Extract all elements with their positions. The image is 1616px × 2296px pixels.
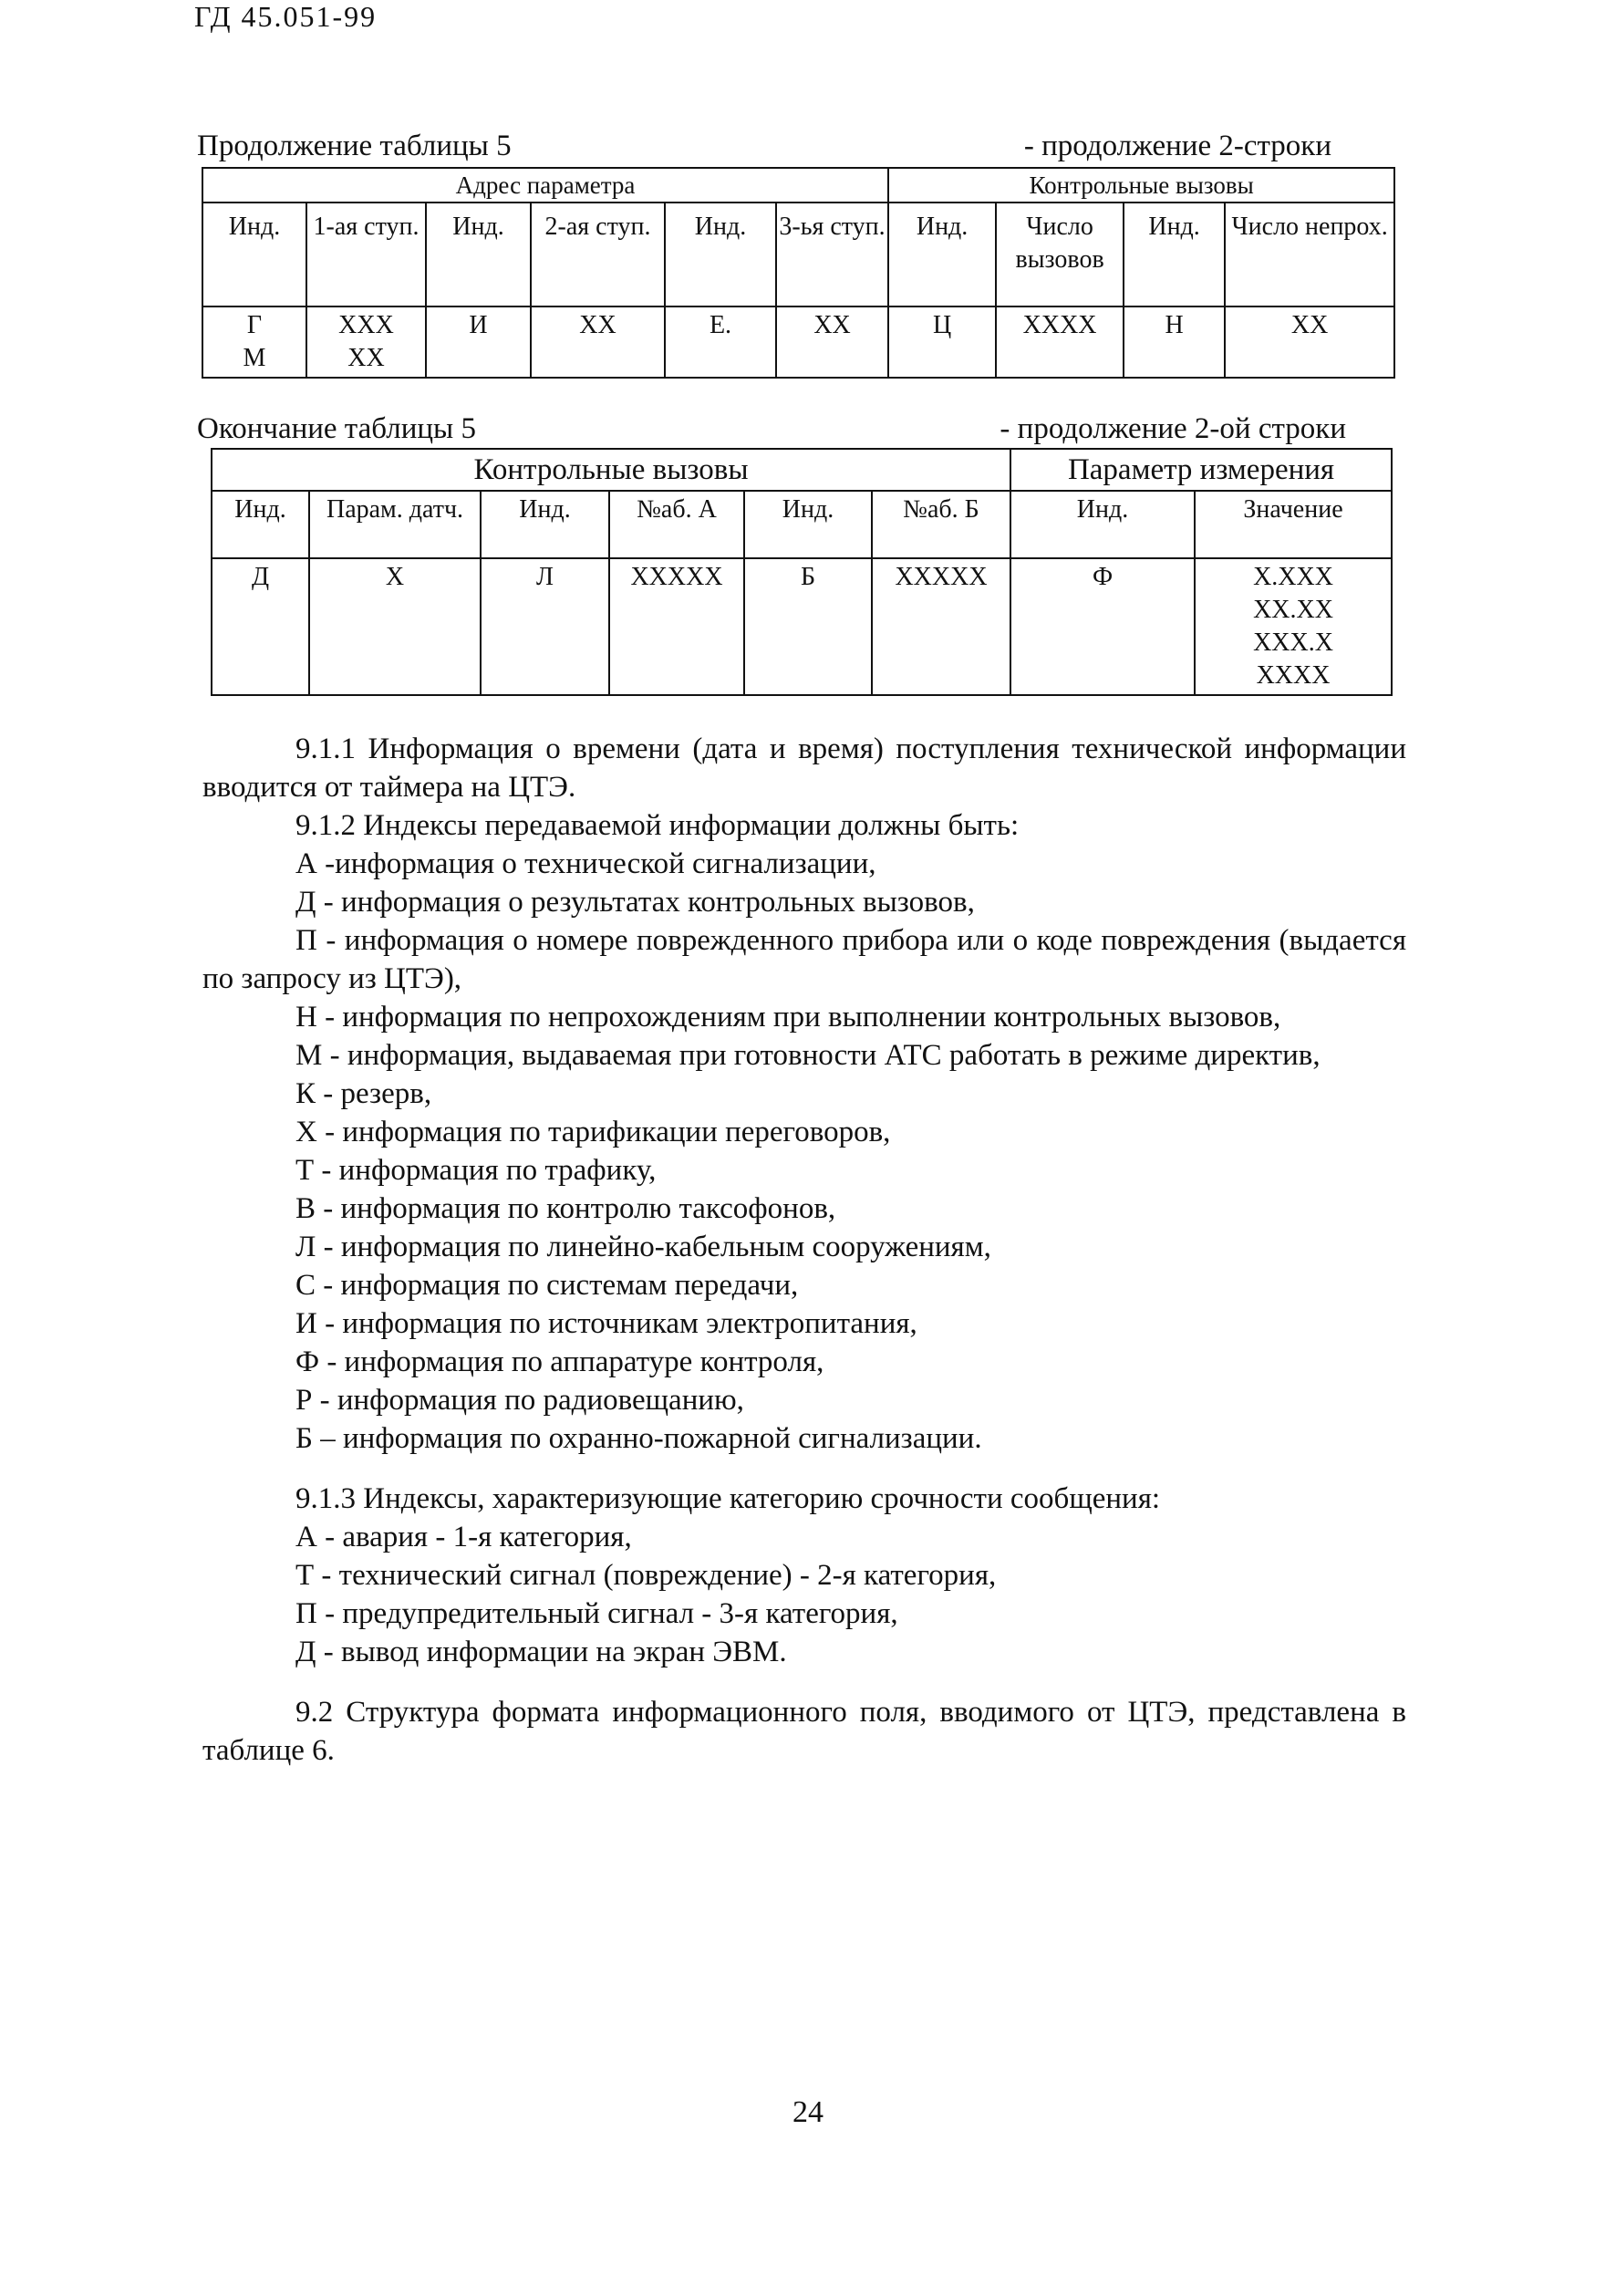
column-header: Инд.	[888, 203, 996, 306]
column-header: №аб. Б	[872, 491, 1010, 558]
table-cell: Н	[1124, 306, 1225, 378]
column-header: Инд.	[665, 203, 776, 306]
column-header: №аб. А	[609, 491, 744, 558]
list-item: Д - вывод информации на экран ЭВМ.	[295, 1636, 787, 1668]
list-item: М - информация, выдаваемая при готовности АТС работать в режиме директив,	[295, 1039, 1321, 1072]
page-number: 24	[792, 2095, 824, 2129]
table-cell: Х	[309, 558, 481, 695]
table-cell: ХХХХ	[996, 306, 1124, 378]
paragraph-9-1-3: 9.1.3 Индексы, характеризующие категорию срочности сообщения:	[295, 1482, 1161, 1515]
table-cell: ХХХХХ	[872, 558, 1010, 695]
table-cell: Х.ХХХ ХХ.ХХ ХХХ.Х ХХХХ	[1195, 558, 1392, 695]
paragraph-9-2: 9.2 Структура формата информационного поля, вводимого от ЦТЭ, представлена в таблице 6.	[202, 1696, 1406, 1767]
table-5-continuation	[202, 167, 1395, 379]
column-header: Инд.	[744, 491, 872, 558]
list-item: А - авария - 1-я категория,	[295, 1521, 632, 1553]
column-header: Число вызовов	[996, 203, 1124, 306]
group-header-measurement: Параметр измерения	[1010, 449, 1392, 491]
list-item: П - информация о номере поврежденного прибора или о коде повреждения (выдается по запросу из ЦТЭ),	[202, 924, 1406, 995]
group-header-address: Адрес параметра	[202, 168, 888, 203]
column-header: Инд.	[202, 203, 306, 306]
paragraph-9-1-1: 9.1.1 Информация о времени (дата и время) поступления технической информации вводится от таймера на ЦТЭ.	[202, 732, 1406, 804]
list-item: Р - информация по радиовещанию,	[295, 1384, 744, 1417]
column-header: Инд.	[212, 491, 309, 558]
table-cell: ХХ	[531, 306, 665, 378]
list-item: Н - информация по непрохождениям при выполнении контрольных вызовов,	[295, 1001, 1281, 1034]
table-5-end	[211, 448, 1393, 696]
list-item: Т - технический сигнал (повреждение) - 2-я категория,	[295, 1559, 997, 1592]
table-caption-right: - продолжение 2-строки	[1023, 130, 1331, 162]
column-header: Парам. датч.	[309, 491, 481, 558]
body-text	[202, 730, 1406, 1770]
list-item: Т - информация по трафику,	[295, 1154, 657, 1187]
table-cell: Л	[481, 558, 609, 695]
list-item: А -информация о технической сигнализации,	[295, 847, 876, 880]
column-header: Число непрох.	[1225, 203, 1394, 306]
list-item: Х - информация по тарификации переговоров,	[295, 1116, 891, 1148]
table-caption-left: Продолжение таблицы 5	[197, 130, 512, 162]
table-cell: ХХ	[1225, 306, 1394, 378]
column-header: Инд.	[1124, 203, 1225, 306]
table-cell: Б	[744, 558, 872, 695]
table-cell: ХХХХХ	[609, 558, 744, 695]
list-item: П - предупредительный сигнал - 3-я категория,	[295, 1597, 898, 1630]
list-item: Б – информация по охранно-пожарной сигнализации.	[295, 1422, 982, 1455]
column-header: Инд.	[1010, 491, 1195, 558]
list-item: Л - информация по линейно-кабельным сооружениям,	[295, 1231, 991, 1263]
table-cell: Е.	[665, 306, 776, 378]
group-header-control-calls: Контрольные вызовы	[212, 449, 1010, 491]
column-header: Инд.	[426, 203, 531, 306]
list-item: К - резерв,	[295, 1077, 432, 1110]
document-header: ГД 45.051-99	[194, 0, 378, 33]
list-item: Д - информация о результатах контрольных вызовов,	[295, 886, 975, 919]
paragraph-9-1-2: 9.1.2 Индексы передаваемой информации должны быть:	[295, 809, 1020, 842]
table-cell: ХХХ ХХ	[306, 306, 426, 378]
list-item: С - информация по системам передачи,	[295, 1269, 799, 1302]
table-cell: И	[426, 306, 531, 378]
table-cell: Ф	[1010, 558, 1195, 695]
list-item: Ф - информация по аппаратуре контроля,	[295, 1345, 824, 1378]
column-header: Инд.	[481, 491, 609, 558]
table-caption-left: Окончание таблицы 5	[197, 412, 476, 445]
table-cell: Г М	[202, 306, 306, 378]
table-cell: ХХ	[776, 306, 888, 378]
table-cell: Д	[212, 558, 309, 695]
column-header: 2-ая ступ.	[531, 203, 665, 306]
column-header: 3-ья ступ.	[776, 203, 888, 306]
column-header: Значение	[1195, 491, 1392, 558]
list-item: В - информация по контролю таксофонов,	[295, 1192, 836, 1225]
table-caption-right: - продолжение 2-ой строки	[1000, 412, 1346, 445]
list-item: И - информация по источникам электропитания,	[295, 1307, 917, 1340]
table-cell: Ц	[888, 306, 996, 378]
group-header-control-calls: Контрольные вызовы	[888, 168, 1394, 203]
column-header: 1-ая ступ.	[306, 203, 426, 306]
